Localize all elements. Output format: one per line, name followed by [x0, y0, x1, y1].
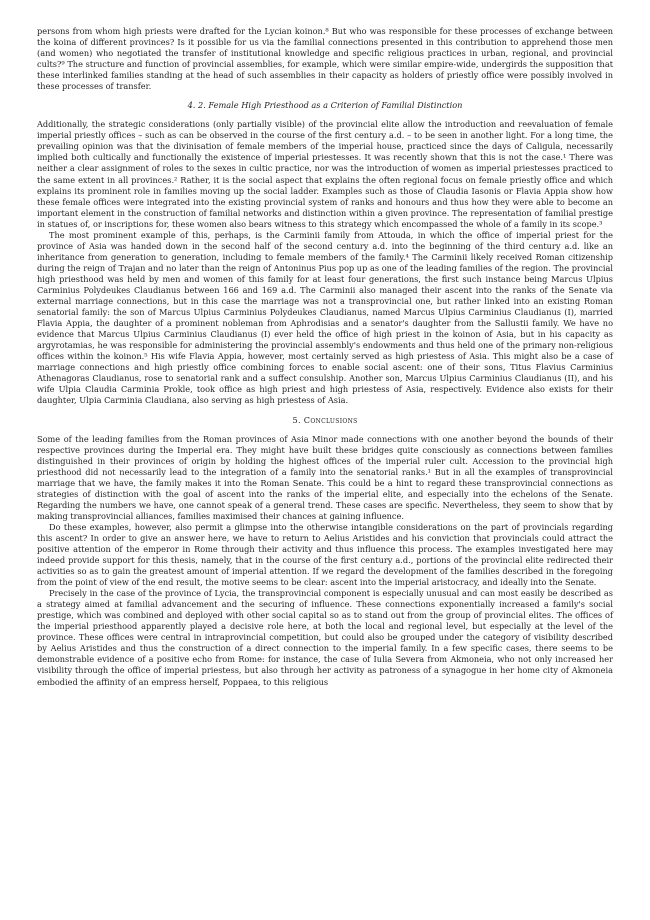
paragraph-conclusions-2: Do these examples, however, also permit a glimpse into the otherwise intangible considerations on the part of provincials regarding this ascent? In order to give an answer here, we have to return to Aelius Aristides and his conviction that provincials could attract the positive attention of the emperor in Rome through their activity and thus influence this process. The examples investigated here may indeed provide support for this thesis, namely, that in the course of the first century a.d., portions of the provincial elite redirected their activities so as to gain the greatest amount of imperial attention. If we regard the development of the families described in the foregoing from the point of view of the end result, the motive seems to be clear: ascent into the imperial aristocracy, and ideally into the Senate. — [37, 521, 613, 588]
section-heading-4-2: 4. 2. Female High Priesthood as a Criterion of Familial Distinction — [187, 100, 463, 111]
paragraph-intro: persons from whom high priests were drafted for the Lycian koinon.⁸ But who was responsible for these processes of exchange between the koina of different provinces? Is it possible for us via the familial connections presented in this contribution to apprehend those men (and women) who negotiated the transfer of institutional knowledge and specific religious practices in urban, regional, and provincial cults?⁹ The structure and function of provincial assemblies, for example, which were similar empire-wide, undergirds the supposition that these interlinked families standing at the head of such assemblies in their capacity as holders of priestly office were possibly involved in these processes of transfer. — [37, 26, 613, 92]
paragraph-conclusions-1: Some of the leading families from the Roman provinces of Asia Minor made connections with one another beyond the bounds of their respective provinces during the Imperial era. They might have built these bridges quite consciously as connections between families distinguished in their provinces of origin by holding the highest offices of the imperial ruler cult. Accession to the provincial high priesthood did not necessarily lead to the integration of a family into the senatorial ranks.¹ But in all the examples of transprovincial marriage that we have, the family makes it into the Roman Senate. This could be a hint to regard these transprovincial connections as strategies of distinction with the goal of ascent into the ranks of the imperial elite, and especially into the echelons of the Senate. Regarding the numbers we have, one cannot speak of a general trend. These cases are specific. Nevertheless, they seem to show that by making transprovincial alliances, families maximised their chances at gaining influence. — [37, 433, 613, 521]
paragraph-female-priesthood: Additionally, the strategic considerations (only partially visible) of the provincial elite allow the introduction and reevaluation of female imperial priestly offices – such as can be observed in the course of the first century a.d. – to be seen in another light. For a long time, the prevailing opinion was that the divinisation of female members of the imperial house, practiced since the days of Caligula, necessarily implied both cultically and functionally the existence of imperial priestesses. It was recently shown that this is not the case.¹ There was neither a clear assignment of roles to the sexes in cultic practice, nor was the introduction of women as imperial priestesses practiced to the same extent in all provinces.² Rather, it is the social aspect that explains the often regional focus on female priestly office and which explains its prominent role in families moving up the social ladder. Examples such as those of Claudia Iasonis or Flavia Appia show how these female offices were integrated into the existing provincial system of ranks and honours and thus how they were able to become an important element in the construction of familial networks and distinction within a given province. The representation of familial prestige in statues of, or inscriptions for, these women also bears witness to this strategy which encompassed the whole of a family in its scope.³ — [37, 119, 613, 229]
paragraph-carminii: The most prominent example of this, perhaps, is the Carminii family from Attouda, in which the office of imperial priest for the province of Asia was handed down in the second half of the second century a.d. into the beginning of the third century a.d. like an inheritance from generation to generation, including to female members of the family.⁴ The Carminii likely received Roman citizenship during the reign of Trajan and no later than the reign of Antoninus Pius pop up as one of the leading families of the region. The provincial high priesthood was held by men and women of this family for at least four generations, the first such instance being Marcus Ulpius Carminius Polydeukes Claudianus between 166 and 169 a.d. The Carminii also managed their ascent into the ranks of the Senate via external marriage connections, but in this case the marriage was not a transprovincial one, but rather linked into an existing Roman senatorial family: the son of Marcus Ulpius Carminius Polydeukes Claudianus, named Marcus Ulpius Carminius Claudianus (I), married Flavia Appia, the daughter of a prominent nobleman from Aphrodisias and a senator's daughter from the Sallustii family. We have no evidence that Marcus Ulpius Carminius Claudianus (I) ever held the office of high priest in the koinon of Asia, but in his capacity as argyrotamias, he was responsible for administering the provincial assembly's endowments and thus held one of the primary non-religious offices within the koinon.⁵ His wife Flavia Appia, however, most certainly served as high priestess of Asia. This might also be a case of marriage connections and high priestly office combining forces to enable social ascent: one of their sons, Titus Flavius Carminius Athenagoras Claudianus, rose to senatorial rank and a suffect consulship. Another son, Marcus Ulpius Carminius Claudianus (II), and his wife Ulpia Claudia Carminia Prokle, took office as high priest and high priestess of Asia, respectively. Evidence also exists for their daughter, Ulpia Carminia Claudiana, also serving as high priestess of Asia. — [37, 229, 613, 406]
section-heading-conclusions: 5. Conclusions — [292, 414, 358, 425]
paragraph-conclusions-3: Precisely in the case of the province of Lycia, the transprovincial component is especially unusual and can most easily be described as a strategy aimed at familial advancement and the securing of influence. These connections exponentially increased a family's social prestige, which was combined and deployed with other social capital so as to stand out from the group of provincial elites. The offices of the imperial priesthood apparently played a decisive role here, at both the local and regional level, but especially at the level of the province. These offices were central in intraprovincial competition, but could also be grouped under the category of visibility described by Aelius Aristides and thus the construction of a direct connection to the imperial family. In a few specific cases, there seems to be demonstrable evidence of a positive echo from Rome: for instance, the case of Iulia Severa from Akmoneia, who not only increased her visibility through the office of imperial priestess, but also through her activity as patroness of a synagogue in her home city of Akmoneia embodied the affinity of an empress herself, Poppaea, to this religious — [37, 588, 613, 687]
